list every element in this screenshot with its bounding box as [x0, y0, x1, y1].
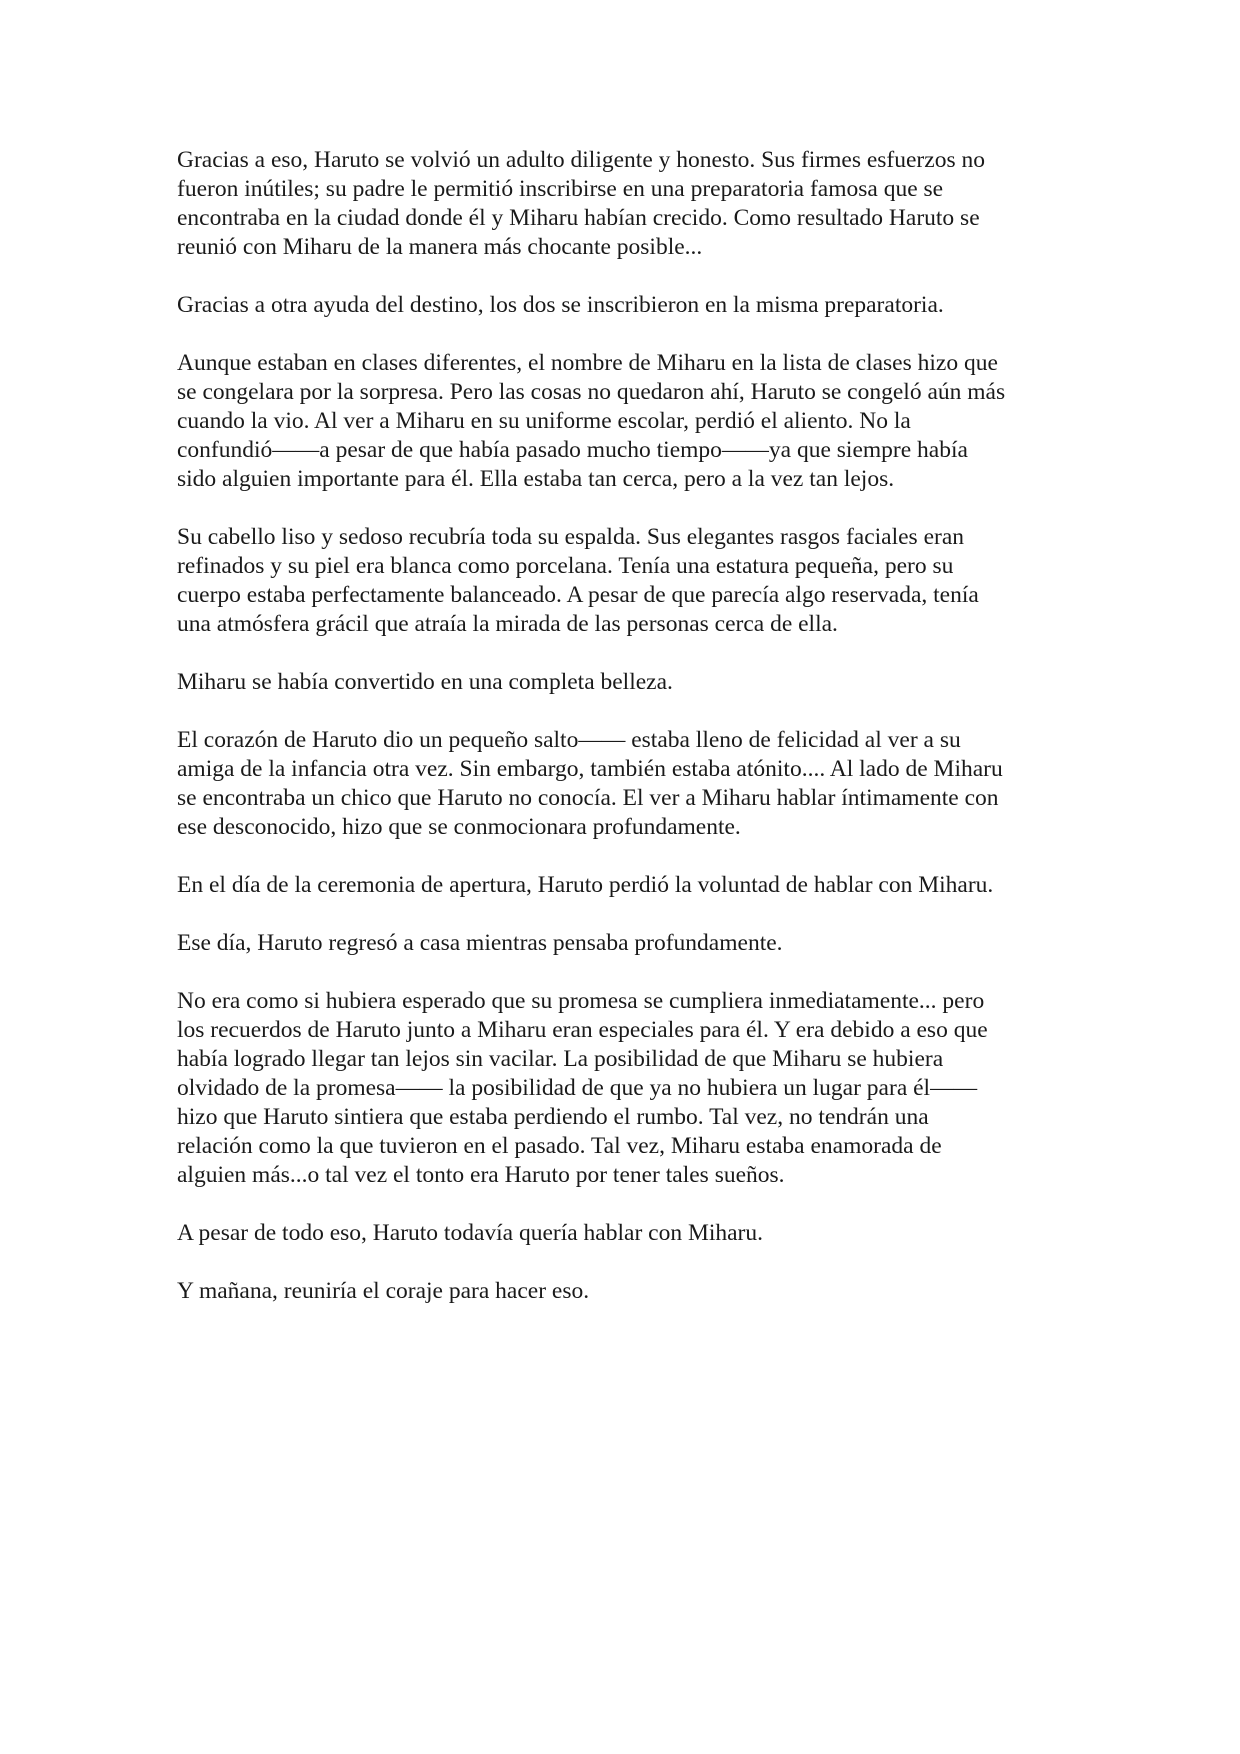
paragraph-8: Ese día, Haruto regresó a casa mientras pensaba profundamente.	[177, 930, 783, 956]
document-body	[177, 146, 1077, 1335]
paragraph-7: En el día de la ceremonia de apertura, Haruto perdió la voluntad de hablar con Miharu.	[177, 872, 994, 898]
paragraph-1: Gracias a eso, Haruto se volvió un adulto diligente y honesto. Sus firmes esfuerzos no fueron inútiles; su padre le permitió inscribirse en una preparatoria famosa que se encontraba en la ciudad donde él y Miharu habían crecido. Como resultado Haruto se reunió con Miharu de la manera más chocante posible...	[177, 147, 985, 260]
paragraph-9: No era como si hubiera esperado que su promesa se cumpliera inmediatamente... pero los recuerdos de Haruto junto a Miharu eran especiales para él. Y era debido a eso que había logrado llegar tan lejos sin vacilar. La posibilidad de que Miharu se hubiera olvidado de la promesa—— la posibilidad de que ya no hubiera un lugar para él—— hizo que Haruto sintiera que estaba perdiendo el rumbo. Tal vez, no tendrán una relación como la que tuvieron en el pasado. Tal vez, Miharu estaba enamorada de alguien más...o tal vez el tonto era Haruto por tener tales sueños.	[177, 988, 988, 1188]
paragraph-11: Y mañana, reuniría el coraje para hacer eso.	[177, 1278, 590, 1304]
paragraph-6: El corazón de Haruto dio un pequeño salto—— estaba lleno de felicidad al ver a su amiga de la infancia otra vez. Sin embargo, también estaba atónito.... Al lado de Miharu se encontraba un chico que Haruto no conocía. El ver a Miharu hablar íntimamente con ese desconocido, hizo que se conmocionara profundamente.	[177, 727, 1003, 840]
paragraph-10: A pesar de todo eso, Haruto todavía quería hablar con Miharu.	[177, 1220, 764, 1246]
paragraph-3: Aunque estaban en clases diferentes, el nombre de Miharu en la lista de clases hizo que se congelara por la sorpresa. Pero las cosas no quedaron ahí, Haruto se congeló aún más cuando la vio. Al ver a Miharu en su uniforme escolar, perdió el aliento. No la confundió——a pesar de que había pasado mucho tiempo——ya que siempre había sido alguien importante para él. Ella estaba tan cerca, pero a la vez tan lejos.	[177, 350, 1006, 492]
paragraph-5: Miharu se había convertido en una completa belleza.	[177, 669, 673, 695]
paragraph-2: Gracias a otra ayuda del destino, los dos se inscribieron en la misma preparatoria.	[177, 292, 944, 318]
paragraph-4: Su cabello liso y sedoso recubría toda su espalda. Sus elegantes rasgos faciales eran refinados y su piel era blanca como porcelana. Tenía una estatura pequeña, pero su cuerpo estaba perfectamente balanceado. A pesar de que parecía algo reservada, tenía una atmósfera grácil que atraía la mirada de las personas cerca de ella.	[177, 524, 979, 637]
